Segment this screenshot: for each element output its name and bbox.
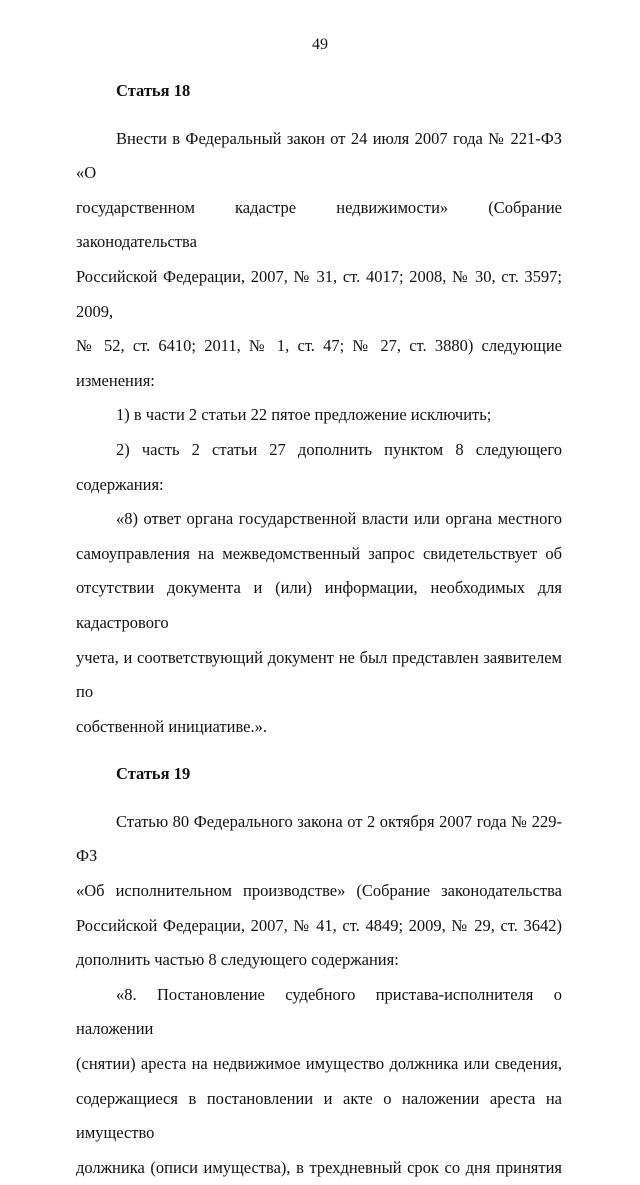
article-18-line: № 52, ст. 6410; 2011, № 1, ст. 47; № 27, ст. 3880) следующие изменения:	[76, 336, 562, 390]
spacer	[76, 109, 562, 122]
article-18-line: Внести в Федеральный закон от 24 июля 2007 года № 221-ФЗ «О	[76, 128, 562, 183]
article-18-heading: Статья 18	[116, 81, 191, 100]
article-18-quote-line: «8) ответ органа государственной власти или органа местного	[116, 509, 562, 529]
article-19-quote-line: содержащиеся в постановлении и акте о наложении ареста на имущество	[76, 1088, 562, 1143]
article-18-line: Российской Федерации, 2007, № 31, ст. 4017; 2008, № 30, ст. 3597; 2009,	[76, 266, 562, 321]
document-body	[76, 74, 562, 1185]
article-19-quote-line: должника (описи имущества), в трехдневный срок со дня принятия	[76, 1157, 562, 1177]
article-19-quote-line: «8. Постановление судебного пристава-исполнителя о наложении	[76, 984, 562, 1039]
article-19-line: Статью 80 Федерального закона от 2 октября 2007 года № 229-ФЗ	[76, 811, 562, 866]
article-18-quote-line: самоуправления на межведомственный запрос свидетельствует об	[76, 543, 562, 563]
article-19-line: Российской Федерации, 2007, № 41, ст. 4849; 2009, № 29, ст. 3642)	[76, 915, 562, 935]
article-19-line: дополнить частью 8 следующего содержания:	[76, 950, 399, 970]
article-18-item-2: 2) часть 2 статьи 27 дополнить пунктом 8 следующего содержания:	[76, 439, 562, 494]
article-18-item-1: 1) в части 2 статьи 22 пятое предложение исключить;	[116, 405, 492, 425]
spacer	[76, 744, 562, 757]
article-18-quote-line: учета, и соответствующий документ не был представлен заявителем по	[76, 647, 562, 702]
article-19-line: «Об исполнительном производстве» (Собрание законодательства	[76, 881, 562, 901]
article-18-quote-line: отсутствии документа и (или) информации, необходимых для кадастрового	[76, 578, 562, 632]
article-19-heading: Статья 19	[116, 764, 191, 784]
article-19-quote-line: (снятии) ареста на недвижимое имущество должника или сведения,	[76, 1054, 562, 1074]
page-number: 49	[312, 36, 328, 53]
article-18-line: государственном кадастре недвижимости» (Собрание законодательства	[76, 197, 562, 252]
spacer	[76, 792, 562, 805]
article-18-quote-line: собственной инициативе.».	[76, 716, 267, 736]
